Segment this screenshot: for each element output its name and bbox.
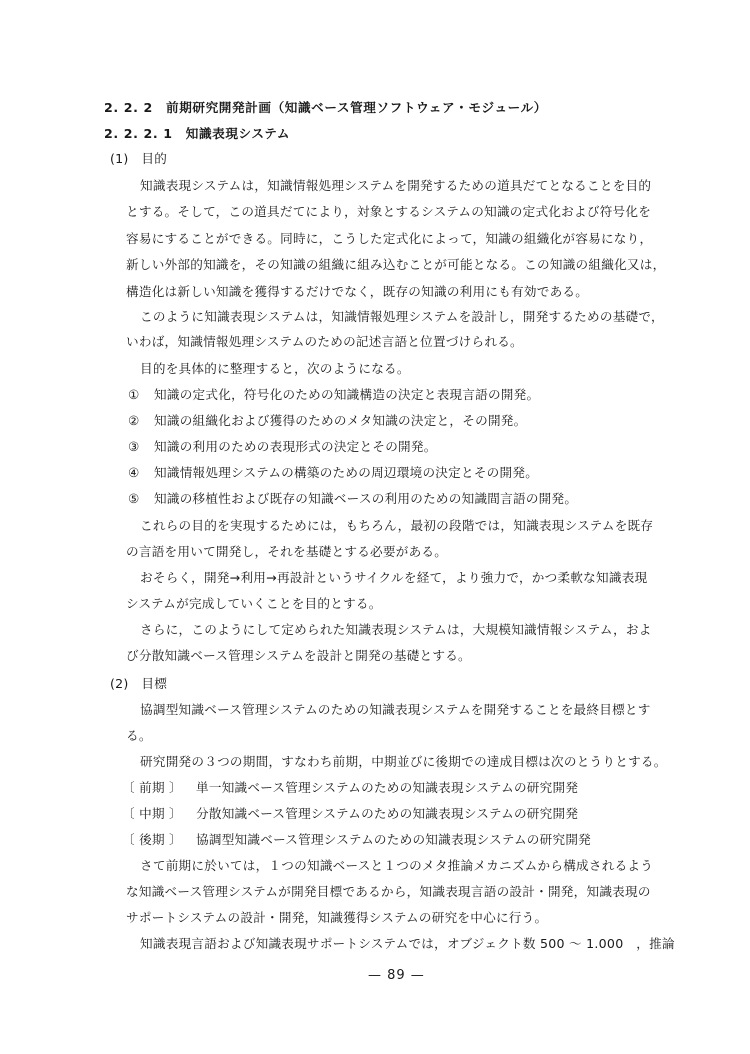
phase-label: 〔 前期 〕 (122, 780, 182, 795)
paragraph-line: とする。そして，この道具だてにより，対象とするシステムの知識の定式化および符号化を (126, 204, 652, 219)
paragraph-line: これらの目的を実現するためには，もちろん，最初の段階では，知識表現システムを既存 (140, 518, 654, 533)
paragraph-line: び分散知識ベース管理システムを設計と開発の基礎とする。 (126, 648, 471, 663)
paragraph-line: 構造化は新しい知識を獲得するだけでなく，既存の知識の利用にも有効である。 (126, 284, 589, 299)
list-item-number: ⑤ (128, 491, 140, 506)
phase-text: 協調型知識ベース管理システムのための知識表現システムの研究開発 (196, 832, 592, 847)
list-item: 知識の定式化，符号化のための知識構造の決定と表現言語の開発。 (154, 387, 540, 402)
paragraph-line: 知識表現システムは，知識情報処理システムを開発するための道具だてとなることを目的 (140, 178, 652, 193)
paragraph-line: システムが完成していくことを目的とする。 (126, 596, 382, 611)
list-item: 知識の組織化および獲得のためのメタ知識の決定と，その開発。 (154, 413, 527, 428)
paragraph-line: 目的を具体的に整理すると，次のようになる。 (140, 361, 410, 376)
paragraph-line: いわば，知識情報処理システムのための記述言語と位置づけられる。 (126, 334, 523, 349)
phase-text: 分散知識ベース管理システムのための知識表現システムの研究開発 (196, 806, 579, 821)
part1-label: (1) 目的 (110, 151, 168, 166)
paragraph-line: 知識表現言語および知識表現サポートシステムでは，オブジェクト数 500 〜 1.000 ，推論 (140, 936, 675, 951)
list-item-number: ① (128, 387, 140, 402)
list-item: 知識の移植性および既存の知識ベースの利用のための知識間言語の開発。 (154, 491, 578, 506)
paragraph-line: な知識ベース管理システムが開発目標であるから，知識表現言語の設計・開発，知識表現の (126, 884, 651, 899)
paragraph-line: さらに，このようにして定められた知識表現システムは，大規模知識情報システム，およ (140, 622, 652, 637)
paragraph-line: さて前期に於いては，１つの知識ベースと１つのメタ推論メカニズムから構成されるよう (140, 858, 654, 873)
paragraph-line: おそらく，開発→利用→再設計というサイクルを経て，より強力で，かつ柔軟な知識表現 (140, 570, 648, 585)
section-heading: 2. 2. 2 前期研究開発計画（知識ベース管理ソフトウェア・モジュール） (104, 100, 547, 115)
phase-label: 〔 後期 〕 (122, 832, 182, 847)
subsection-heading: 2. 2. 2. 1 知識表現システム (104, 126, 291, 141)
page-number: — 89 — (368, 968, 425, 983)
phase-text: 単一知識ベース管理システムのための知識表現システムの研究開発 (196, 780, 579, 795)
paragraph-line: 容易にすることができる。同時に，こうした定式化によって，知識の組織化が容易になり， (126, 231, 653, 246)
paragraph-line: このように知識表現システムは，知識情報処理システムを設計し，開発するための基礎で， (140, 309, 664, 324)
paragraph-line: サポートシステムの設計・開発，知識獲得システムの研究を中心に行う。 (126, 910, 548, 925)
paragraph-line: 研究開発の３つの期間，すなわち前期，中期並びに後期での達成目標は次のとうりとする。 (140, 754, 667, 769)
paragraph-line: 新しい外部的知識を，その知識の組織に組み込むことが可能となる。この知識の組織化又は， (126, 257, 666, 272)
list-item-number: ② (128, 413, 140, 428)
part2-label: (2) 目標 (110, 676, 168, 691)
paragraph-line: の言語を用いて開発し，それを基礎とする必要がある。 (126, 544, 448, 559)
list-item: 知識の利用のための表現形式の決定とその開発。 (154, 439, 437, 454)
paragraph-line: る。 (126, 728, 152, 743)
phase-label: 〔 中期 〕 (122, 806, 182, 821)
paragraph-line: 協調型知識ベース管理システムのための知識表現システムを開発することを最終目標とす (140, 702, 651, 717)
list-item-number: ③ (128, 439, 140, 454)
list-item-number: ④ (128, 465, 140, 480)
list-item: 知識情報処理システムの構築のための周辺環境の決定とその開発。 (154, 465, 539, 480)
